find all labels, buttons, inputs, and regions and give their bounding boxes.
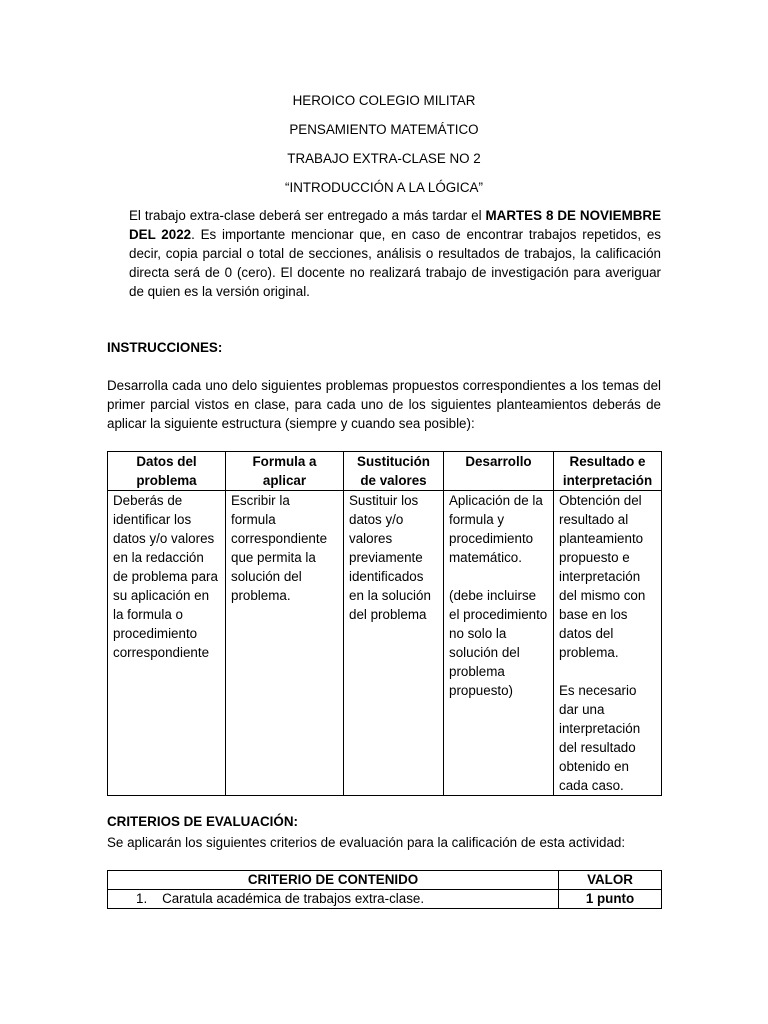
school-name: HEROICO COLEGIO MILITAR [292,93,476,108]
assignment-title: TRABAJO EXTRA-CLASE NO 2 [287,151,481,166]
cell-sustitucion: Sustituir los datos y/o valores previamente identificados en la solución del problema [344,491,444,796]
table-row [108,890,662,909]
criteria-title: CRITERIOS DE EVALUACIÓN: [107,814,298,829]
header-desarrollo: Desarrollo [444,452,554,491]
cell-datos: Deberás de identificar los datos y/o valores en la redacción de problema para su aplicación en la formula o procedimiento correspondiente [108,491,226,796]
criteria-header-value: VALOR [559,871,662,890]
instructions-title: INSTRUCCIONES: [107,340,223,355]
instructions-text: Desarrolla cada uno delo siguientes problemas propuestos correspondientes a los temas del primer parcial vistos en clase, para cada uno de los siguientes planteamientos deberás de aplicar la siguiente estructura (siempre y cuando sea posible): [107,378,661,431]
structure-header-row [108,452,662,491]
intro-paragraph [129,206,661,301]
criterion-cell [108,890,559,909]
cell-formula: Escribir la formula correspondiente que permita la solución del problema. [226,491,344,796]
intro-text-2: . Es importante mencionar que, en caso de encontrar trabajos repetidos, es decir, copia parcial o total de secciones, análisis o resultados de trabajos, la calificación directa será de 0 (cero). El docente no realizará trabajo de investigación para averiguar de quien es la versión original. [129,227,661,299]
criteria-header-criterion: CRITERIO DE CONTENIDO [108,871,559,890]
header-sustitucion: Sustitución de valores [344,452,444,491]
header-datos: Datos del problema [108,452,226,491]
criterion-number: 1. [136,891,148,906]
criteria-text: Se aplicarán los siguientes criterios de evaluación para la calificación de esta actividad: [107,835,626,850]
subject-name: PENSAMIENTO MATEMÁTICO [289,122,479,137]
cell-resultado: Obtención del resultado al planteamiento propuesto e interpretación del mismo con base en los datos del problema. Es necesario dar una interpretación del resultado obtenido en cada caso. [554,491,662,796]
intro-text-1: El trabajo extra-clase deberá ser entregado a más tardar el [129,208,486,223]
criteria-header-row [108,871,662,890]
header-resultado: Resultado e interpretación [554,452,662,491]
criteria-table [107,870,662,909]
topic-title: “INTRODUCCIÓN A LA LÓGICA” [285,180,483,195]
cell-desarrollo: Aplicación de la formula y procedimiento matemático. (debe incluirse el procedimiento no solo la solución del problema propuesto) [444,491,554,796]
structure-body-row [108,491,662,796]
header-formula: Formula a aplicar [226,452,344,491]
criterion-text: Caratula académica de trabajos extra-clase. [162,891,425,906]
structure-table [107,451,662,796]
deadline-text: MARTES 8 DE NOVIEMBRE DEL 2022 [129,208,662,242]
criterion-value: 1 punto [559,890,662,909]
